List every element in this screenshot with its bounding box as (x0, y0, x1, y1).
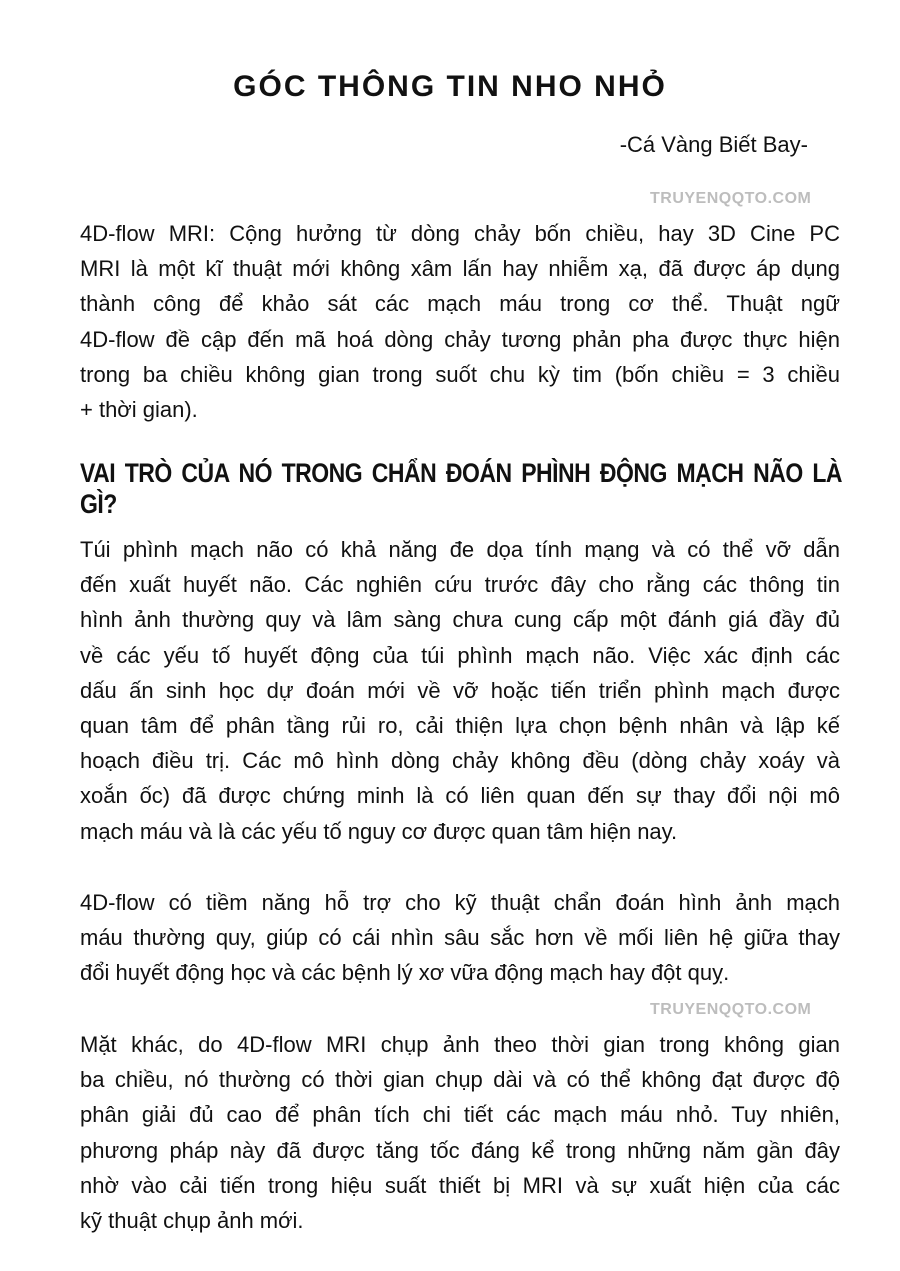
text-line: Túi phình mạch não có khả năng đe dọa tính mạng và có thể vỡ dẫn (80, 537, 840, 562)
text-line: máu thường quy, giúp có cái nhìn sâu sắc hơn về mối liên hệ giữa thay (80, 925, 840, 951)
text-line: dấu ấn sinh học dự đoán mới về vỡ hoặc tiến triển phình mạch được (80, 677, 840, 703)
text-line: kỹ thuật chụp ảnh mới. (80, 1207, 304, 1233)
text-line: + thời gian). (80, 396, 198, 422)
text-line: về các yếu tố huyết động của túi phình mạch não. Việc xác định các (80, 642, 840, 668)
text-line: thành công để khảo sát các mạch máu trong cơ thể. Thuật ngữ (80, 291, 840, 317)
paragraph-aneurysm (80, 532, 840, 849)
text-line: ba chiều, nó thường có thời gian chụp dài và có thể không đạt được độ (80, 1067, 840, 1093)
text-line: nhờ vào cải tiến trong hiệu suất thiết bị MRI và sự xuất hiện của các (80, 1172, 840, 1198)
section-heading: VAI TRÒ CỦA NÓ TRONG CHẨN ĐOÁN PHÌNH ĐỘNG MẠCH NÃO LÀ GÌ? (80, 457, 842, 519)
paragraph-intro (80, 216, 840, 427)
watermark: TRUYENQQTO.COM (650, 1001, 812, 1018)
author-credit: -Cá Vàng Biết Bay- (619, 132, 808, 157)
text-line: phân giải đủ cao để phân tích chi tiết các mạch máu nhỏ. Tuy nhiên, (80, 1102, 840, 1128)
text-line: xoắn ốc) đã được chứng minh là có liên quan đến sự thay đổi nội mô (80, 783, 840, 809)
paragraph-potential (80, 885, 840, 991)
text-line: hình ảnh thường quy và lâm sàng chưa cung cấp một đánh giá đầy đủ (80, 607, 840, 633)
page-title: GÓC THÔNG TIN NHO NHỎ (233, 70, 667, 103)
text-line: đổi huyết động học và các bệnh lý xơ vữa động mạch hay đột quỵ. (80, 960, 730, 986)
text-line: mạch máu và là các yếu tố nguy cơ được quan tâm hiện nay. (80, 818, 678, 844)
text-line: phương pháp này đã được tăng tốc đáng kể trong những năm gần đây (80, 1137, 840, 1163)
text-line: MRI là một kĩ thuật mới không xâm lấn hay nhiễm xạ, đã được áp dụng (80, 256, 840, 282)
text-line: 4D-flow đề cập đến mã hoá dòng chảy tương phản pha được thực hiện (80, 326, 840, 352)
text-line: đến xuất huyết não. Các nghiên cứu trước đây cho rằng các thông tin (80, 572, 840, 598)
watermark: TRUYENQQTO.COM (650, 190, 812, 207)
text-line: 4D-flow MRI: Cộng hưởng từ dòng chảy bốn chiều, hay 3D Cine PC (80, 221, 840, 246)
paragraph-limitations (80, 1027, 840, 1238)
text-line: quan tâm để phân tầng rủi ro, cải thiện lựa chọn bệnh nhân và lập kế (80, 712, 840, 738)
text-line: trong ba chiều không gian trong suốt chu kỳ tim (bốn chiều = 3 chiều (80, 361, 840, 387)
text-line: hoạch điều trị. Các mô hình dòng chảy không đều (dòng chảy xoáy và (80, 748, 840, 774)
text-line: 4D-flow có tiềm năng hỗ trợ cho kỹ thuật chẩn đoán hình ảnh mạch (80, 890, 840, 915)
text-line: Mặt khác, do 4D-flow MRI chụp ảnh theo thời gian trong không gian (80, 1032, 840, 1057)
